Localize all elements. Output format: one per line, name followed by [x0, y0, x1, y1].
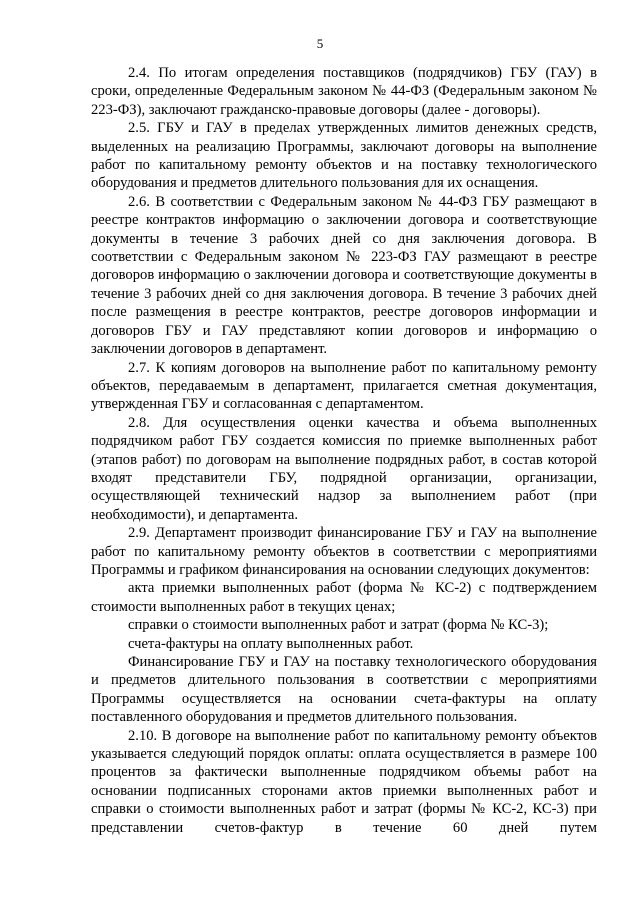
list-item-invoice: счета-фактуры на оплату выполненных работ.: [128, 635, 414, 652]
paragraph-equipment-financing: Финансирование ГБУ и ГАУ на поставку технологического оборудования и предметов длительного пользования в соответствии с мероприятиями Программы осуществляется на основании счета-фактуры на оплату поставленного оборудования и предметов длительного пользования.: [91, 654, 597, 726]
paragraph-2-9: 2.9. Департамент производит финансирование ГБУ и ГАУ на выполнение работ по капитальному ремонту объектов в соответствии с мероприятиями Программы и графиком финансирования на основании следующих документов:: [91, 525, 597, 578]
document-body: [91, 64, 597, 837]
paragraph-2-6: 2.6. В соответствии с Федеральным законом № 44-ФЗ ГБУ размещают в реестре контрактов информацию о заключении договора и соответствующие документы в течение 3 рабочих дней со дня заключения договора. В соответствии с Федеральным законом № 223-ФЗ ГАУ размещают в реестре договоров информацию о заключении договора и соответствующие документы в течение 3 рабочих дней со дня заключения договора. В течение 3 рабочих дней после размещения в реестре контрактов, реестре договоров информации и договоров ГБУ и ГАУ представляют копии договоров и информацию о заключении договоров в департамент.: [91, 193, 597, 358]
paragraph-2-4: 2.4. По итогам определения поставщиков (подрядчиков) ГБУ (ГАУ) в сроки, определенные Федеральным законом № 44-ФЗ (Федеральным законом № 223-ФЗ), заключают гражданско-правовые договоры (далее - договоры).: [91, 65, 597, 118]
paragraph-2-5: 2.5. ГБУ и ГАУ в пределах утвержденных лимитов денежных средств, выделенных на реализацию Программы, заключают договоры на выполнение работ по капитальному ремонту объектов и на поставку технологического оборудования и предметов длительного пользования для их оснащения.: [91, 120, 597, 192]
paragraph-2-10: 2.10. В договоре на выполнение работ по капитальному ремонту объектов указывается следующий порядок оплаты: оплата осуществляется в размере 100 процентов за фактически выполненные подрядчиком объемы работ на основании подписанных сторонами актов приемки выполненных работ и справки о стоимости выполненных работ и затрат (формы № КС-2, КС-3) при представлении счетов-фактур в течение 60 дней путем: [91, 727, 597, 836]
list-item-act-ks2: акта приемки выполненных работ (форма № КС-2) с подтверждением стоимости выполненных работ в текущих ценах;: [91, 580, 597, 615]
paragraph-2-7: 2.7. К копиям договоров на выполнение работ по капитальному ремонту объектов, передаваемым в департамент, прилагается сметная документация, утвержденная ГБУ и согласованная с департаментом.: [91, 359, 597, 413]
page-number: 5: [316, 36, 324, 51]
paragraph-2-8: 2.8. Для осуществления оценки качества и объема выполненных подрядчиком работ ГБУ создается комиссия по приемке выполненных работ (этапов работ) по договорам на выполнение подрядных работ, в состав которой входят представители ГБУ, подрядной организации, организации, осуществляющей технический надзор за выполнением работ (при необходимости), и департамента.: [91, 414, 597, 523]
list-item-certificate-ks3: справки о стоимости выполненных работ и затрат (форма № КС-3);: [128, 617, 549, 634]
